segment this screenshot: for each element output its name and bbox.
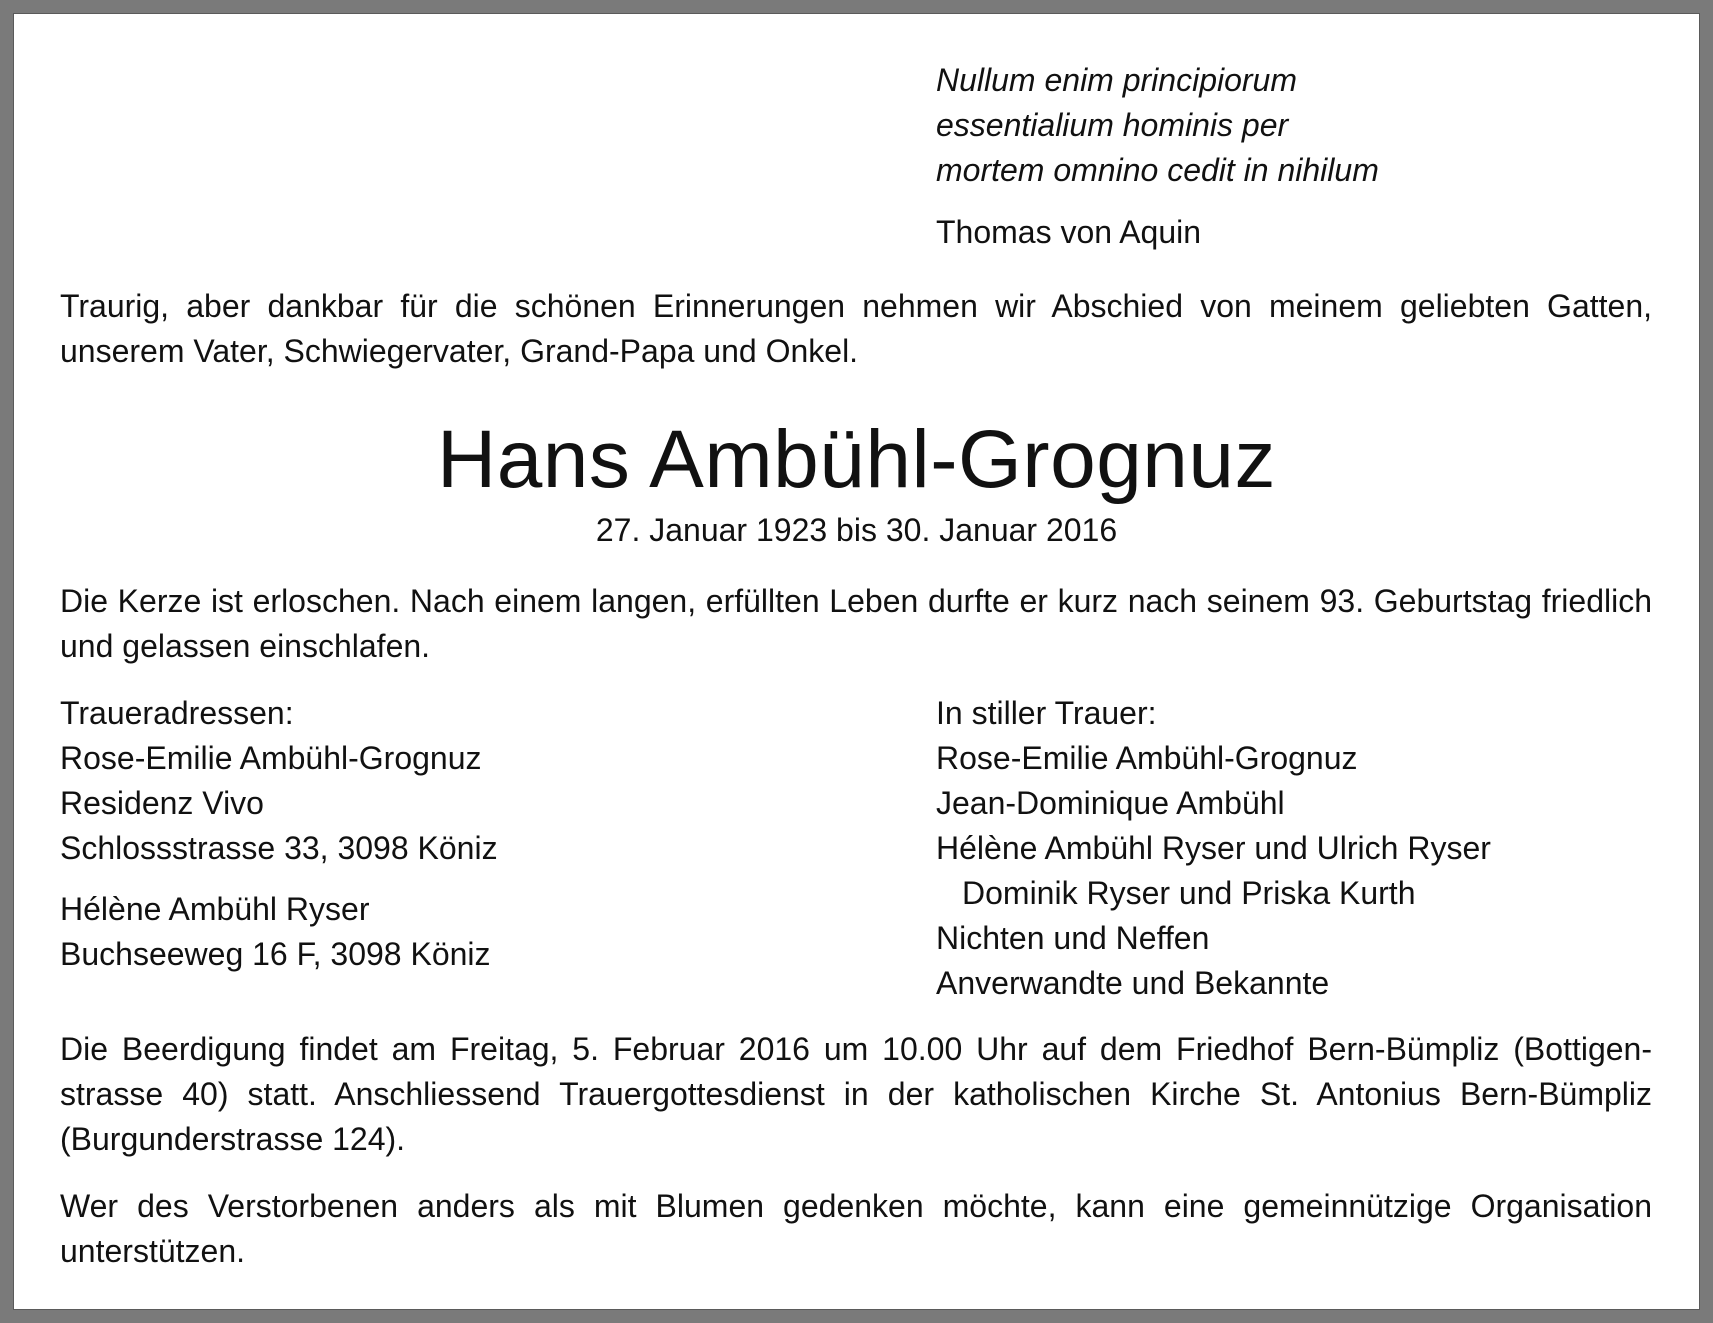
mourners-column [936,691,1491,1006]
address-line: Schlossstrasse 33, 3098 Köniz [60,830,498,866]
obituary-page [14,14,1699,1309]
address-line: Hélène Ambühl Ryser [60,891,370,927]
mourner-name: Anverwandte und Bekannte [936,965,1330,1001]
quote-line: Nullum enim principiorum [936,62,1297,98]
donation-paragraph: Wer des Verstorbenen anders als mit Blumen gedenken möchte, kann eine gemeinnützige Organisation unterstützen. [60,1188,1652,1269]
quote-author: Thomas von Aquin [936,214,1202,250]
funeral-paragraph: Die Beerdigung findet am Freitag, 5. Februar 2016 um 10.00 Uhr auf dem Friedhof Bern-Bümpliz (Bottigen-strasse 40) statt. Anschliessend Trauergottesdienst in der katholischen Kirche St. Antonius Bern-Bümpliz (Burgunderstrasse 124). [60,1031,1652,1157]
addresses-heading: Traueradressen: [60,695,294,731]
intro-paragraph: Traurig, aber dankbar für die schönen Erinnerungen nehmen wir Abschied von meinem geliebten Gatten, unserem Vater, Schwiegervater, Grand-Papa und Onkel. [60,288,1652,369]
mourner-name: Jean-Dominique Ambühl [936,785,1285,821]
addresses-column [60,691,498,977]
life-dates: 27. Januar 1923 bis 30. Januar 2016 [595,512,1118,548]
quote-line: mortem omnino cedit in nihilum [936,152,1379,188]
address-line: Buchseeweg 16 F, 3098 Köniz [60,936,491,972]
deceased-name: Hans Ambühl-Grognuz [436,414,1277,505]
quote-line: essentialium hominis per [936,107,1289,143]
address-line: Residenz Vivo [60,785,264,821]
candle-paragraph: Die Kerze ist erloschen. Nach einem langen, erfüllten Leben durfte er kurz nach seinem 93. Geburtstag friedlich und gelassen einschlafen. [60,583,1652,664]
latin-quote [936,58,1656,193]
address-line: Rose-Emilie Ambühl-Grognuz [60,740,482,776]
mourner-name: Hélène Ambühl Ryser und Ulrich Ryser [936,830,1491,866]
mourners-heading: In stiller Trauer: [936,695,1157,731]
mourner-name: Nichten und Neffen [936,920,1210,956]
mourner-name: Rose-Emilie Ambühl-Grognuz [936,740,1358,776]
mourner-name: Dominik Ryser und Priska Kurth [962,875,1416,911]
